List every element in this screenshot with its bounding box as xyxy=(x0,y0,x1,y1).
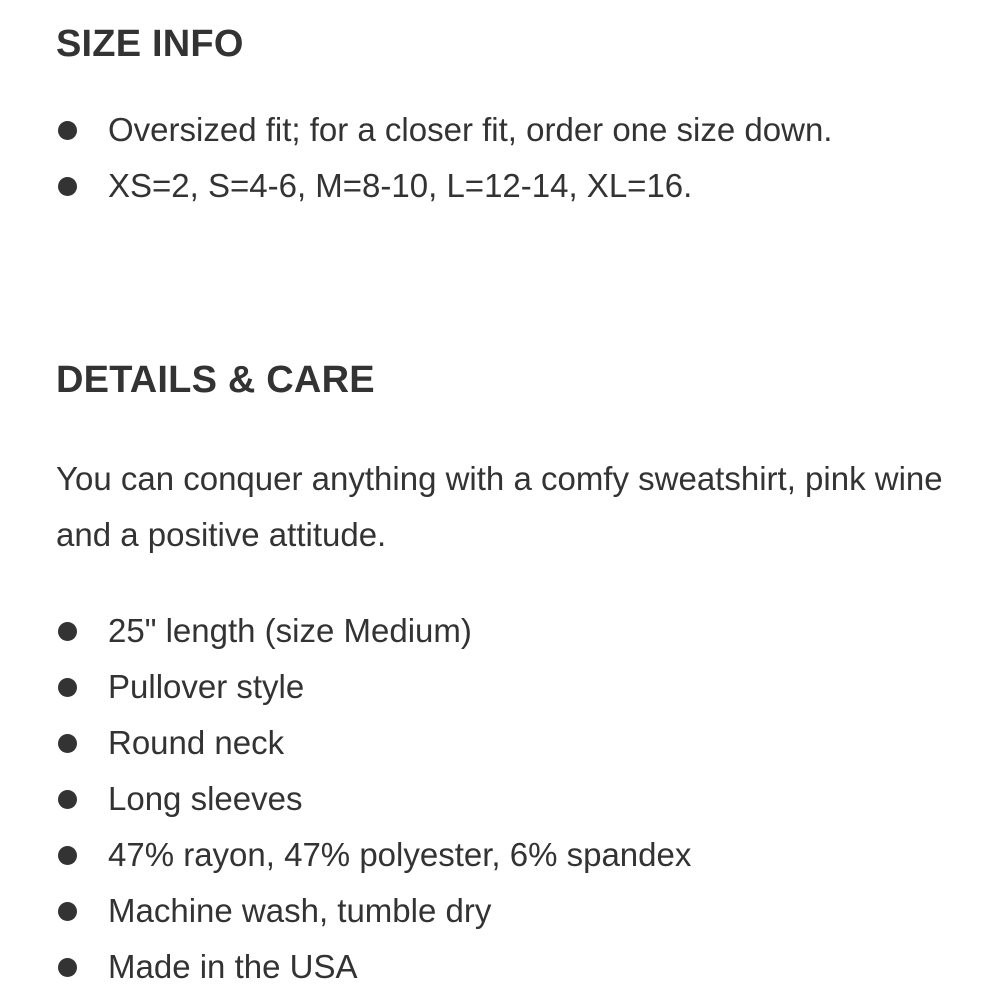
bullet-dot-icon xyxy=(58,622,77,641)
list-item xyxy=(56,883,936,939)
bullet-dot-icon xyxy=(58,958,77,977)
bullet-dot-icon xyxy=(58,177,77,196)
list-item-text: 25" length (size Medium) xyxy=(108,612,472,649)
list-item xyxy=(56,939,936,995)
product-description: You can conquer anything with a comfy sweatshirt, pink wine and a positive attitude. xyxy=(56,460,943,553)
list-item-text: Machine wash, tumble dry xyxy=(108,892,492,929)
list-item-text: Long sleeves xyxy=(108,780,303,817)
list-item xyxy=(56,158,936,214)
list-item-text: 47% rayon, 47% polyester, 6% spandex xyxy=(108,836,692,873)
list-item xyxy=(56,102,936,158)
list-item xyxy=(56,715,936,771)
details-care-heading: DETAILS & CARE xyxy=(56,359,375,401)
bullet-dot-icon xyxy=(58,121,77,140)
list-item xyxy=(56,827,936,883)
bullet-dot-icon xyxy=(58,734,77,753)
list-item-text: Round neck xyxy=(108,724,285,761)
list-item-text: Made in the USA xyxy=(108,948,358,985)
list-item xyxy=(56,771,936,827)
size-info-heading: SIZE INFO xyxy=(56,23,244,65)
bullet-dot-icon xyxy=(58,846,77,865)
bullet-dot-icon xyxy=(58,790,77,809)
list-item-text: XS=2, S=4-6, M=8-10, L=12-14, XL=16. xyxy=(108,167,693,204)
list-item-text: Oversized fit; for a closer fit, order one size down. xyxy=(108,111,833,148)
list-item xyxy=(56,603,936,659)
details-care-list xyxy=(56,603,936,995)
bullet-dot-icon xyxy=(58,902,77,921)
list-item-text: Pullover style xyxy=(108,668,305,705)
bullet-dot-icon xyxy=(58,678,77,697)
list-item xyxy=(56,659,936,715)
size-info-list xyxy=(56,102,936,214)
